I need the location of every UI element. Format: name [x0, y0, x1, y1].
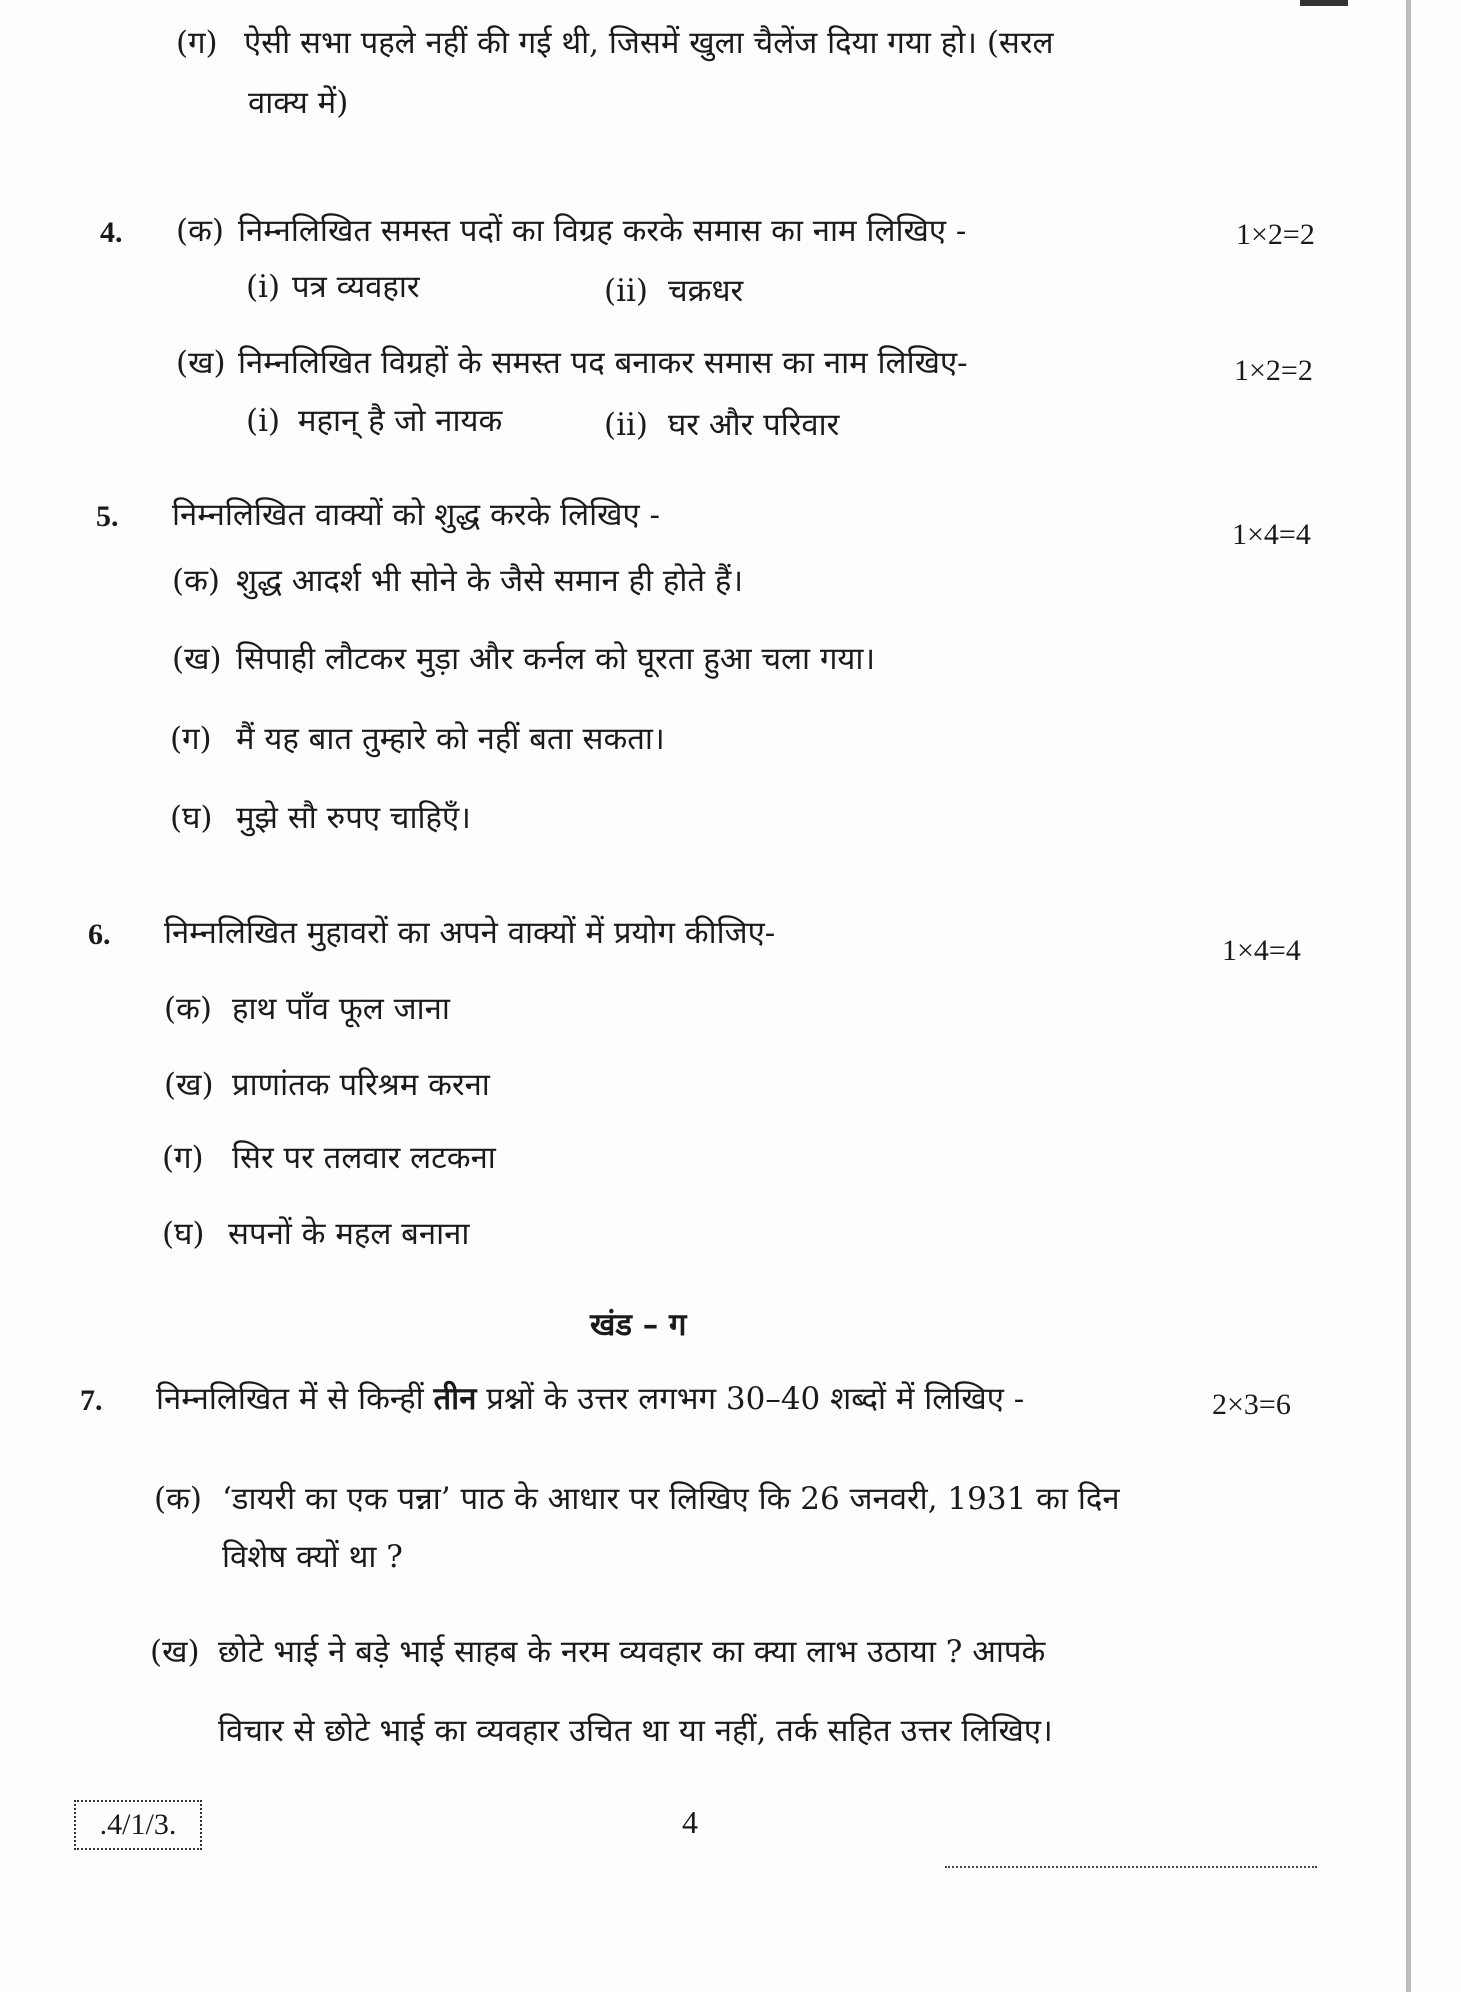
q6-b-text: प्राणांतक परिश्रम करना: [232, 1067, 490, 1103]
q4-b-marks: 1×2=2: [1234, 354, 1313, 387]
q5-marks: 1×4=4: [1232, 518, 1311, 551]
q4-a-label: (क): [176, 213, 224, 249]
paper-code: .4/1/3.: [74, 1800, 202, 1850]
q5-c-text: मैं यह बात तुम्हारे को नहीं बता सकता।: [236, 721, 665, 757]
q7-b-line1: छोटे भाई ने बड़े भाई साहब के नरम व्यवहार का क्या लाभ उठाया ? आपके: [218, 1634, 1046, 1670]
q6-c-text: सिर पर तलवार लटकना: [232, 1140, 496, 1176]
q7-a-line2: विशेष क्यों था ?: [222, 1539, 403, 1575]
q5-number: 5.: [96, 500, 119, 533]
q7-text-end: प्रश्नों के उत्तर लगभग 30–40 शब्दों में लिखिए -: [476, 1381, 1025, 1417]
q4-a-ii-text: चक्रधर: [668, 273, 744, 309]
q5-b-text: सिपाही लौटकर मुड़ा और कर्नल को घूरता हुआ चला गया।: [236, 641, 876, 677]
q6-b-label: (ख): [164, 1067, 214, 1103]
q4-b-ii-text: घर और परिवार: [668, 407, 840, 443]
q4-number: 4.: [100, 216, 123, 249]
page-number: 4: [682, 1804, 698, 1840]
q4-a-marks: 1×2=2: [1236, 218, 1315, 251]
q5-d-label: (घ): [170, 800, 213, 836]
q6-a-label: (क): [164, 991, 212, 1027]
q7-a-label: (क): [154, 1481, 202, 1517]
q6-number: 6.: [88, 918, 111, 951]
q4-a-i-text: पत्र व्यवहार: [292, 269, 420, 305]
q4-a-i-label: (i): [246, 269, 281, 305]
q4-b-label: (ख): [176, 345, 226, 381]
q5-a-label: (क): [172, 563, 220, 599]
q4-b-ii-label: (ii): [604, 407, 649, 443]
q4-b-text: निम्नलिखित विग्रहों के समस्त पद बनाकर समास का नाम लिखिए-: [238, 345, 968, 381]
q7-b-label: (ख): [150, 1634, 200, 1670]
q7-a-line1: ‘डायरी का एक पन्ना’ पाठ के आधार पर लिखिए कि 26 जनवरी, 1931 का दिन: [222, 1481, 1120, 1517]
q6-text: निम्नलिखित मुहावरों का अपने वाक्यों में प्रयोग कीजिए-: [164, 915, 776, 951]
q5-a-text: शुद्ध आदर्श भी सोने के जैसे समान ही होते हैं।: [236, 563, 744, 599]
q5-c-label: (ग): [170, 721, 212, 757]
q7-number: 7.: [80, 1384, 103, 1417]
q7-text-start: निम्नलिखित में से किन्हीं: [156, 1381, 434, 1417]
q3-c-text: ऐसी सभा पहले नहीं की गई थी, जिसमें खुला चैलेंज दिया गया हो। (सरल: [244, 25, 1054, 61]
q3-c-label: (ग): [176, 25, 218, 61]
q5-b-label: (ख): [172, 641, 222, 677]
q5-d-text: मुझे सौ रुपए चाहिएँ।: [236, 800, 471, 836]
q7-b-line2: विचार से छोटे भाई का व्यवहार उचित था या नहीं, तर्क सहित उत्तर लिखिए।: [218, 1713, 1053, 1749]
q4-a-ii-label: (ii): [604, 273, 649, 309]
q6-marks: 1×4=4: [1222, 934, 1301, 967]
q6-a-text: हाथ पाँव फूल जाना: [232, 991, 450, 1027]
q7-text: [156, 1381, 1025, 1417]
scan-edge: [1406, 0, 1411, 1992]
q3-c-text-cont: वाक्य में): [248, 85, 349, 121]
q4-a-text: निम्नलिखित समस्त पदों का विग्रह करके समास का नाम लिखिए -: [238, 213, 967, 249]
q6-d-text: सपनों के महल बनाना: [228, 1216, 470, 1252]
q5-text: निम्नलिखित वाक्यों को शुद्ध करके लिखिए -: [172, 497, 661, 533]
corner-mark: [1300, 0, 1348, 6]
q4-b-i-label: (i): [246, 403, 281, 439]
q4-b-i-text: महान् है जो नायक: [298, 403, 503, 439]
q6-d-label: (घ): [162, 1216, 205, 1252]
section-heading: खंड – ग: [590, 1307, 687, 1343]
q7-text-bold: तीन: [433, 1381, 477, 1417]
footer-rule: [945, 1866, 1317, 1871]
q6-c-label: (ग): [162, 1140, 204, 1176]
q7-marks: 2×3=6: [1212, 1388, 1291, 1421]
